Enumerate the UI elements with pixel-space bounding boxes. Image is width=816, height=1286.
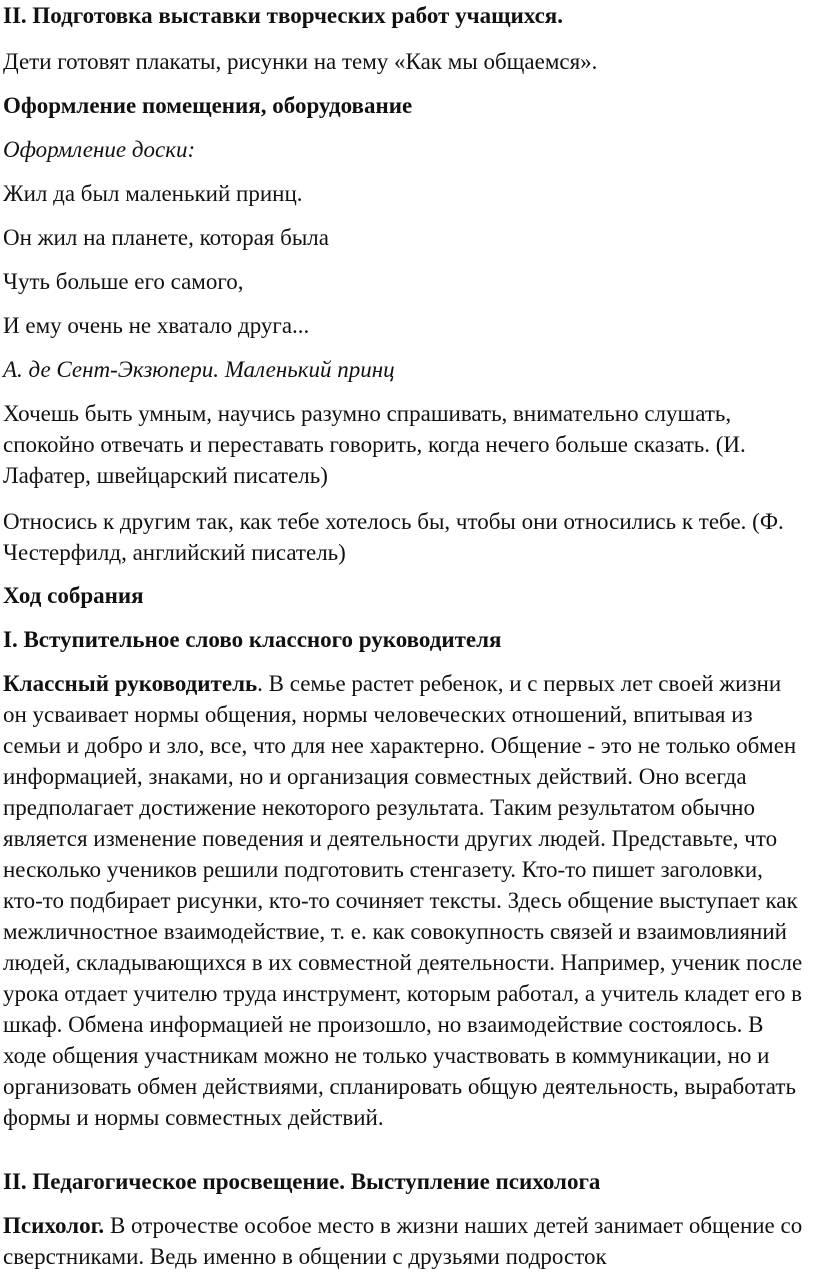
poem-line: Он жил на планете, которая была [3, 225, 329, 250]
teacher-speech: . В семье растет ребенок, и с первых лет своей жизни он усваивает нормы общения, нормы человеческих отношений, впитывая из семьи и добро и зло, все, что для нее характерно. Общение - это не только обмен информацией, знаками, но и организация совместных действий. Оно всегда предполагает достижение некоторого результата. Таким результатом обычно является изменение поведения и деятельности других людей. Представьте, что несколько учеников решили подготовить стенгазету. Кто-то пишет заголовки, кто-то подбирает рисунки, кто-то сочиняет тексты. Здесь общение выступает как межличностное взаимодействие, т. е. как совокупность связей и взаимовлияний людей, складывающихся в их совместной деятельности. Например, ученик после урока отдает учителю труда инструмент, которым работал, а учитель кладет его в шкаф. Обмена информацией не произошло, но взаимодействие состоялось. В ходе общения участникам можно не только участвовать в коммуникации, но и организовать обмен действиями, спланировать общую деятельность, выработать формы и нормы совместных действий. [3, 671, 803, 1130]
psych-title: II. Педагогическое просвещение. Выступление психолога [3, 1169, 601, 1194]
teacher-label: Классный руководитель [3, 671, 258, 696]
poem-author: А. де Сент-Экзюпери. Маленький принц [3, 357, 395, 382]
psych-label: Психолог. [3, 1213, 105, 1238]
poem-line: И ему очень не хватало друга... [3, 313, 310, 338]
room-title: Оформление помещения, оборудование [3, 93, 413, 118]
psych-speech: В отрочестве особое место в жизни наших детей занимает общение со сверстниками. Ведь именно в общении с друзьями подросток [3, 1213, 803, 1269]
poem-line: Чуть больше его самого, [3, 269, 244, 294]
board-title: Оформление доски: [3, 137, 196, 162]
meeting-title: Ход собрания [3, 583, 144, 608]
poem-line: Жил да был маленький принц. [3, 181, 303, 206]
quote-chesterfield: Относись к другим так, как тебе хотелось бы, чтобы они относились к тебе. (Ф. Честерфилд, английский писатель) [3, 509, 784, 565]
psych-paragraph [3, 1210, 808, 1272]
section-exhibit-title: II. Подготовка выставки творческих работ учащихся. [3, 3, 563, 28]
intro-title: I. Вступительное слово классного руководителя [3, 627, 502, 652]
teacher-paragraph [3, 668, 808, 1133]
quote-lafater: Хочешь быть умным, научись разумно спрашивать, внимательно слушать, спокойно отвечать и переставать говорить, когда нечего больше сказать. (И. Лафатер, швейцарский писатель) [3, 401, 746, 488]
exhibit-text: Дети готовят плакаты, рисунки на тему «Как мы общаемся». [3, 49, 598, 74]
